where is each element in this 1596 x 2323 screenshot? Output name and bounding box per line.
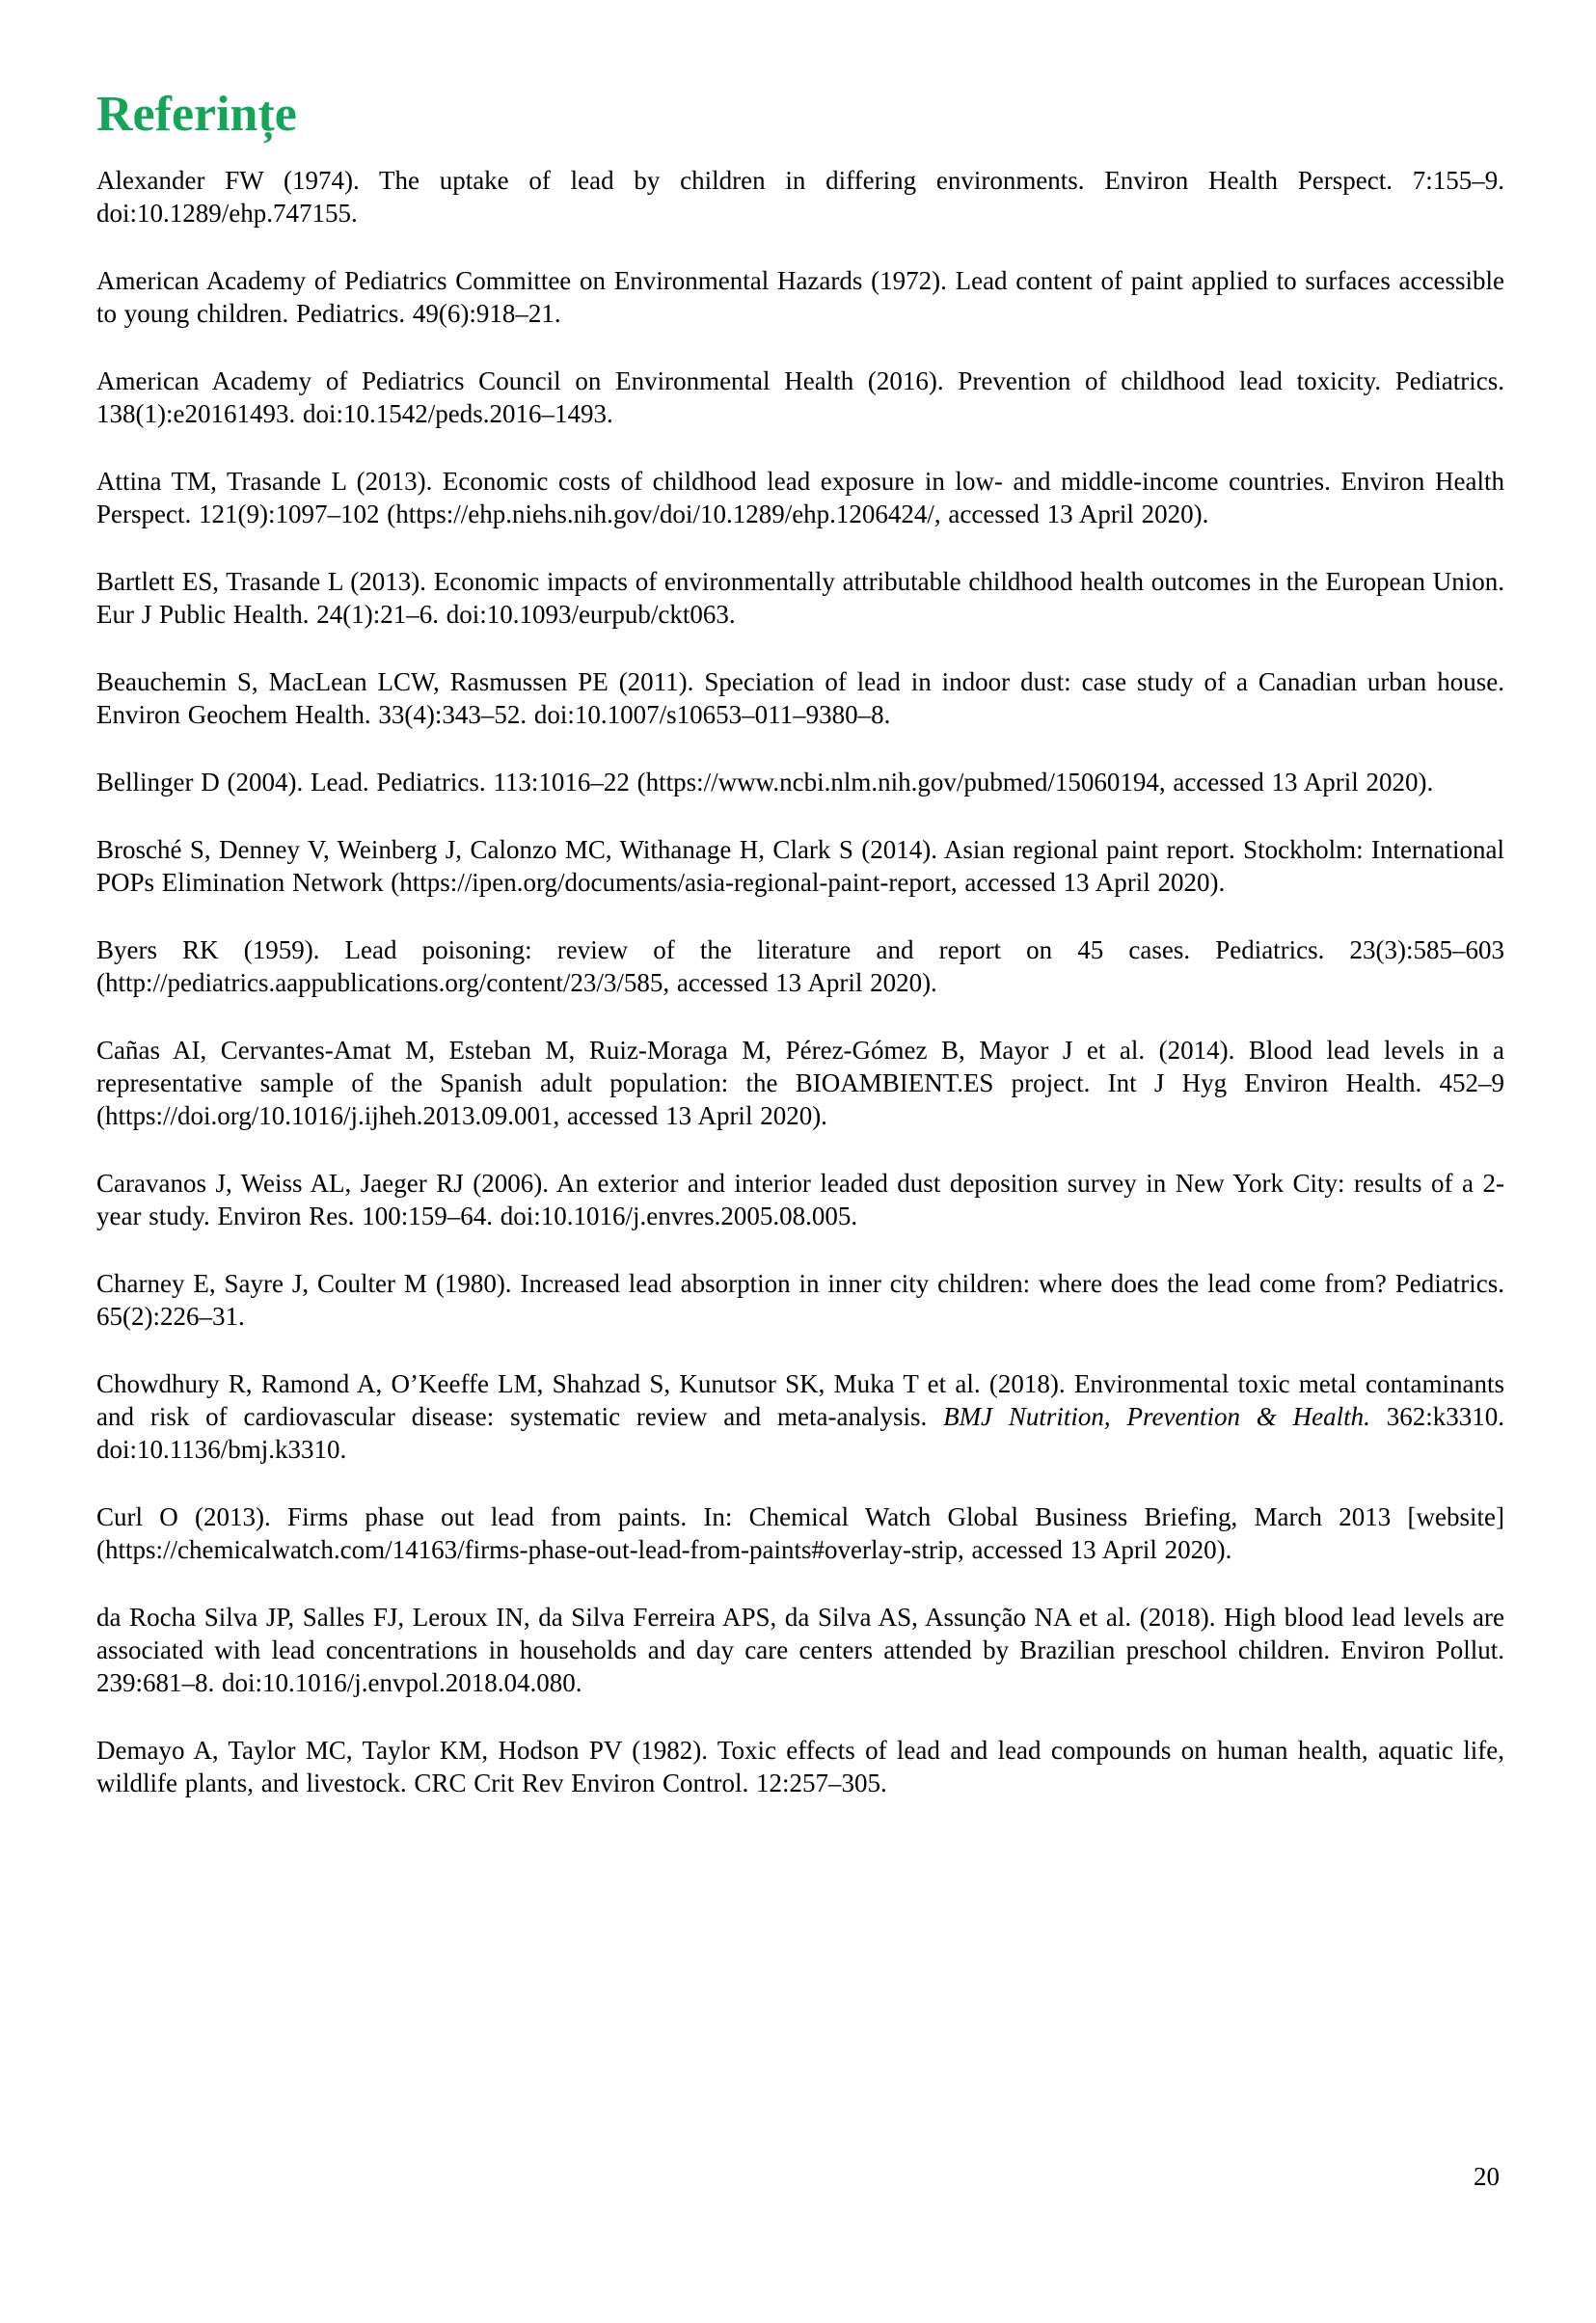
reference-item <box>96 1167 1504 1232</box>
reference-item <box>96 1601 1504 1699</box>
reference-text: Demayo A, Taylor MC, Taylor KM, Hodson PV (1982). Toxic effects of lead and lead compounds on human health, aquatic life, wildlife plants, and livestock. CRC Crit Rev Environ Control. 12:257–305. <box>96 1736 1504 1798</box>
reference-item <box>96 565 1504 631</box>
reference-text: Brosché S, Denney V, Weinberg J, Calonzo MC, Withanage H, Clark S (2014). Asian regional paint report. Stockholm: International POPs Elimination Network (https://ipen.org/documents/asia-regional-paint-report, accessed 13 April 2020). <box>96 835 1504 898</box>
reference-item <box>96 1500 1504 1566</box>
reference-item <box>96 1367 1504 1466</box>
reference-item <box>96 465 1504 530</box>
reference-text: Curl O (2013). Firms phase out lead from paints. In: Chemical Watch Global Business Briefing, March 2013 [website] (https://chemicalwatch.com/14163/firms-phase-out-lead-from-paints#overlay-strip, accessed 13 April 2020). <box>96 1502 1504 1565</box>
reference-item <box>96 264 1504 330</box>
reference-item <box>96 833 1504 899</box>
page-title: Referințe <box>96 87 297 142</box>
reference-item <box>96 1267 1504 1333</box>
reference-text: American Academy of Pediatrics Committee on Environmental Hazards (1972). Lead content of paint applied to surfaces accessible to young children. Pediatrics. 49(6):918–21. <box>96 266 1504 329</box>
reference-item <box>96 766 1504 798</box>
reference-text: American Academy of Pediatrics Council on Environmental Health (2016). Prevention of childhood lead toxicity. Pediatrics. 138(1):e20161493. doi:10.1542/peds.2016–1493. <box>96 366 1504 429</box>
reference-item <box>96 164 1504 230</box>
reference-text: Attina TM, Trasande L (2013). Economic costs of childhood lead exposure in low- and middle-income countries. Environ Health Perspect. 121(9):1097–102 (https://ehp.niehs.nih.gov/doi/10.1289/ehp.1206424/, accessed 13 April 2020). <box>96 467 1504 529</box>
reference-item <box>96 1734 1504 1799</box>
reference-text: Bellinger D (2004). Lead. Pediatrics. 113:1016–22 (https://www.ncbi.nlm.nih.gov/pubmed/15060194, accessed 13 April 2020). <box>96 768 1434 797</box>
reference-text: 362:k3310. doi:10.1136/bmj.k3310. <box>96 1402 1504 1465</box>
reference-text: Beauchemin S, MacLean LCW, Rasmussen PE (2011). Speciation of lead in indoor dust: case study of a Canadian urban house. Environ Geochem Health. 33(4):343–52. doi:10.1007/s10653–011–9380–8. <box>96 667 1504 730</box>
reference-text: Chowdhury R, Ramond A, O’Keeffe LM, Shahzad S, Kunutsor SK, Muka T et al. (2018). Environmental toxic metal contaminants and risk of cardiovascular disease: systematic review and meta-analysis. <box>96 1369 1504 1432</box>
reference-item <box>96 665 1504 731</box>
reference-text: Charney E, Sayre J, Coulter M (1980). Increased lead absorption in inner city children: where does the lead come from? Pediatrics. 65(2):226–31. <box>96 1269 1504 1332</box>
reference-text: Bartlett ES, Trasande L (2013). Economic impacts of environmentally attributable childhood health outcomes in the European Union. Eur J Public Health. 24(1):21–6. doi:10.1093/eurpub/ckt063. <box>96 567 1504 630</box>
reference-text: da Rocha Silva JP, Salles FJ, Leroux IN, da Silva Ferreira APS, da Silva AS, Assunção NA et al. (2018). High blood lead levels are associated with lead concentrations in households and day care centers attended by Brazilian preschool children. Environ Pollut. 239:681–8. doi:10.1016/j.envpol.2018.04.080. <box>96 1603 1504 1698</box>
page-number: 20 <box>1474 2162 1500 2191</box>
reference-item <box>96 365 1504 430</box>
reference-text: Byers RK (1959). Lead poisoning: review of the literature and report on 45 cases. Pediatrics. 23(3):585–603 (http://pediatrics.aappublications.org/content/23/3/585, accessed 13 April 2020). <box>96 935 1504 998</box>
reference-text: Cañas AI, Cervantes-Amat M, Esteban M, Ruiz-Moraga M, Pérez-Gómez B, Mayor J et al. (2014). Blood lead levels in a representative sample of the Spanish adult population: the BIOAMBIENT.ES project. Int J Hyg Environ Health. 452–9 (https://doi.org/10.1016/j.ijheh.2013.09.001, accessed 13 April 2020). <box>96 1036 1504 1131</box>
reference-journal-name: BMJ Nutrition, Prevention & Health. <box>943 1402 1370 1432</box>
references-list <box>96 164 1504 1799</box>
reference-text: Caravanos J, Weiss AL, Jaeger RJ (2006). An exterior and interior leaded dust deposition survey in New York City: results of a 2-year study. Environ Res. 100:159–64. doi:10.1016/j.envres.2005.08.005. <box>96 1169 1504 1231</box>
reference-item <box>96 933 1504 999</box>
reference-text: Alexander FW (1974). The uptake of lead by children in differing environments. Environ Health Perspect. 7:155–9. doi:10.1289/ehp.747155. <box>96 166 1504 229</box>
reference-item <box>96 1034 1504 1132</box>
